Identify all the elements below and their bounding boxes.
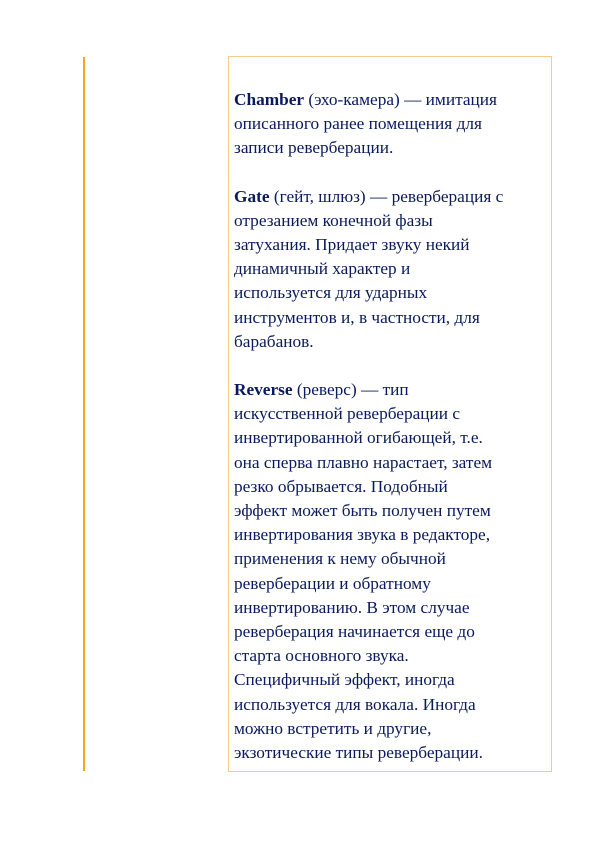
text-line: Специфичный эффект, иногда	[234, 670, 455, 690]
text-line: инструментов и, в частности, для	[234, 307, 480, 327]
text-line: реверберация начинается еще до	[234, 622, 475, 642]
text-line: используется для ударных	[234, 283, 428, 303]
text-line: динамичный характер и	[234, 259, 411, 279]
text-line	[234, 185, 551, 209]
text-line: используется для вокала. Иногда	[234, 694, 476, 714]
text-line: отрезанием конечной фазы	[234, 210, 433, 230]
text-line: искусственной реверберации с	[234, 404, 460, 424]
text-line: инвертированной огибающей, т.е.	[234, 428, 483, 448]
entry-reverse	[234, 378, 551, 765]
term-chamber: Chamber	[234, 90, 305, 109]
text-line: применения к нему обычной	[234, 549, 446, 569]
text-line: можно встретить и другие,	[234, 718, 432, 738]
margin-rule	[83, 57, 85, 771]
text-line	[234, 378, 551, 402]
text-line: барабанов.	[234, 331, 314, 351]
term-gate: Gate	[234, 186, 270, 206]
text-line: инвертирования звука в редакторе,	[234, 525, 491, 545]
entry-gate	[234, 185, 551, 354]
text-line: резко обрывается. Подобный	[234, 476, 448, 496]
text-line: затухания. Придает звуку некий	[234, 235, 470, 255]
definition-text: (эхо-камера) — имитация	[304, 90, 497, 109]
definition-text: (гейт, шлюз) — реверберация с	[269, 186, 504, 206]
term-reverse: Reverse	[234, 380, 293, 400]
text-line: инвертированию. В этом случае	[234, 597, 470, 617]
text-line: реверберации и обратному	[234, 573, 431, 593]
text-line: экзотические типы реверберации.	[234, 743, 483, 763]
text-line: старта основного звука.	[234, 646, 409, 666]
text-line	[234, 88, 551, 112]
text-line: эффект может быть получен путем	[234, 501, 491, 521]
text-line: записи реверберации.	[234, 138, 394, 158]
text-line: описанного ранее помещения для	[234, 114, 482, 134]
text-line: она сперва плавно нарастает, затем	[234, 452, 493, 472]
definition-text: (реверс) — тип	[292, 380, 409, 400]
text-frame	[228, 56, 552, 772]
entry-chamber	[234, 88, 551, 161]
